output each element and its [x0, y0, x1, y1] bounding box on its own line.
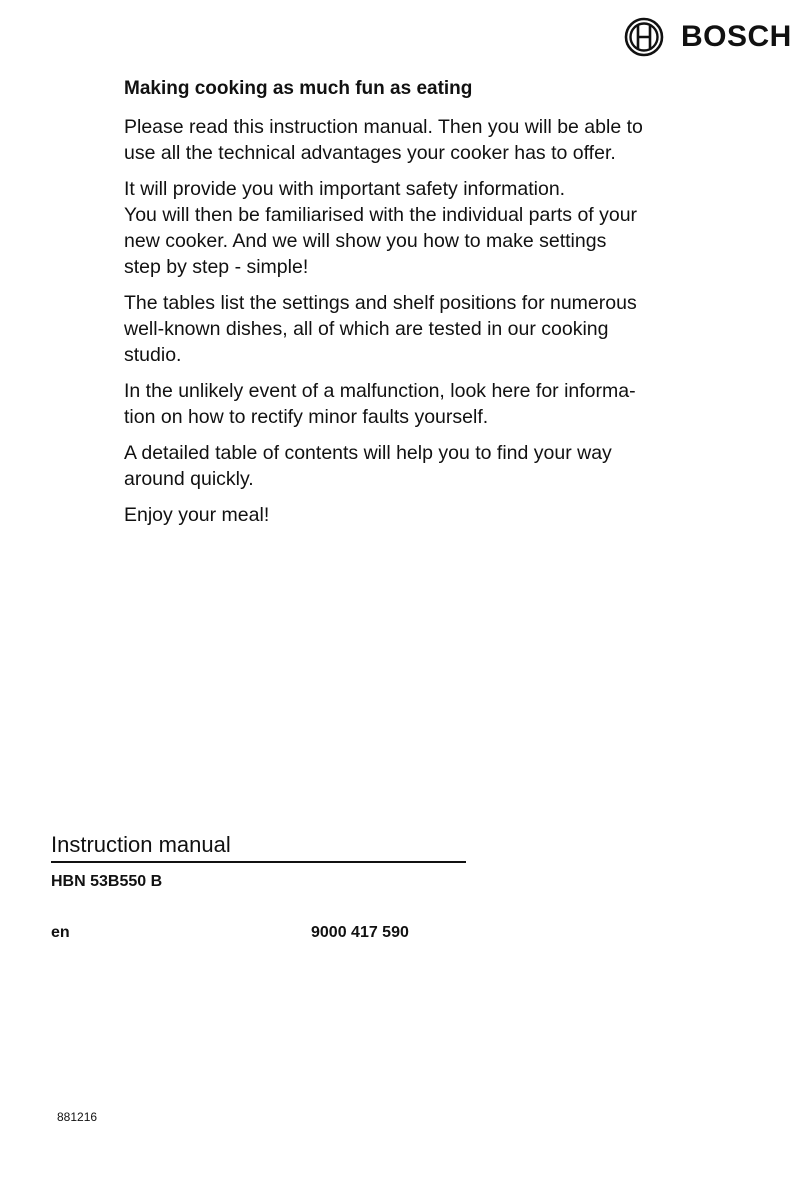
intro-paragraph: It will provide you with important safety information. You will then be familiarised with the individual parts of your new cooker. And we will show you how to make settings step by step - simple!: [124, 178, 638, 278]
intro-paragraph: A detailed table of contents will help you to find your way around quickly.: [124, 442, 612, 490]
brand-name: BOSCH: [681, 20, 792, 53]
intro-paragraph: Enjoy your meal!: [124, 504, 270, 526]
intro-heading: Making cooking as much fun as eating: [124, 78, 473, 99]
part-number: 9000 417 590: [311, 924, 409, 941]
manual-title: Instruction manual: [51, 830, 466, 863]
manual-title-block: [51, 830, 466, 863]
intro-paragraph: Please read this instruction manual. Then you will be able to use all the technical advantages your cooker has to offer.: [124, 116, 643, 164]
model-number: HBN 53B550 B: [51, 873, 163, 890]
intro-section: [124, 76, 684, 538]
bosch-armature-icon: [624, 17, 664, 57]
brand-logo: [624, 17, 804, 57]
intro-paragraph: The tables list the settings and shelf positions for numerous well-known dishes, all of which are tested in our cooking studio.: [124, 292, 637, 366]
intro-paragraph: In the unlikely event of a malfunction, look here for informa- tion on how to rectify minor faults yourself.: [124, 380, 636, 428]
document-code: 881216: [57, 1110, 98, 1124]
language-code: en: [51, 924, 70, 941]
